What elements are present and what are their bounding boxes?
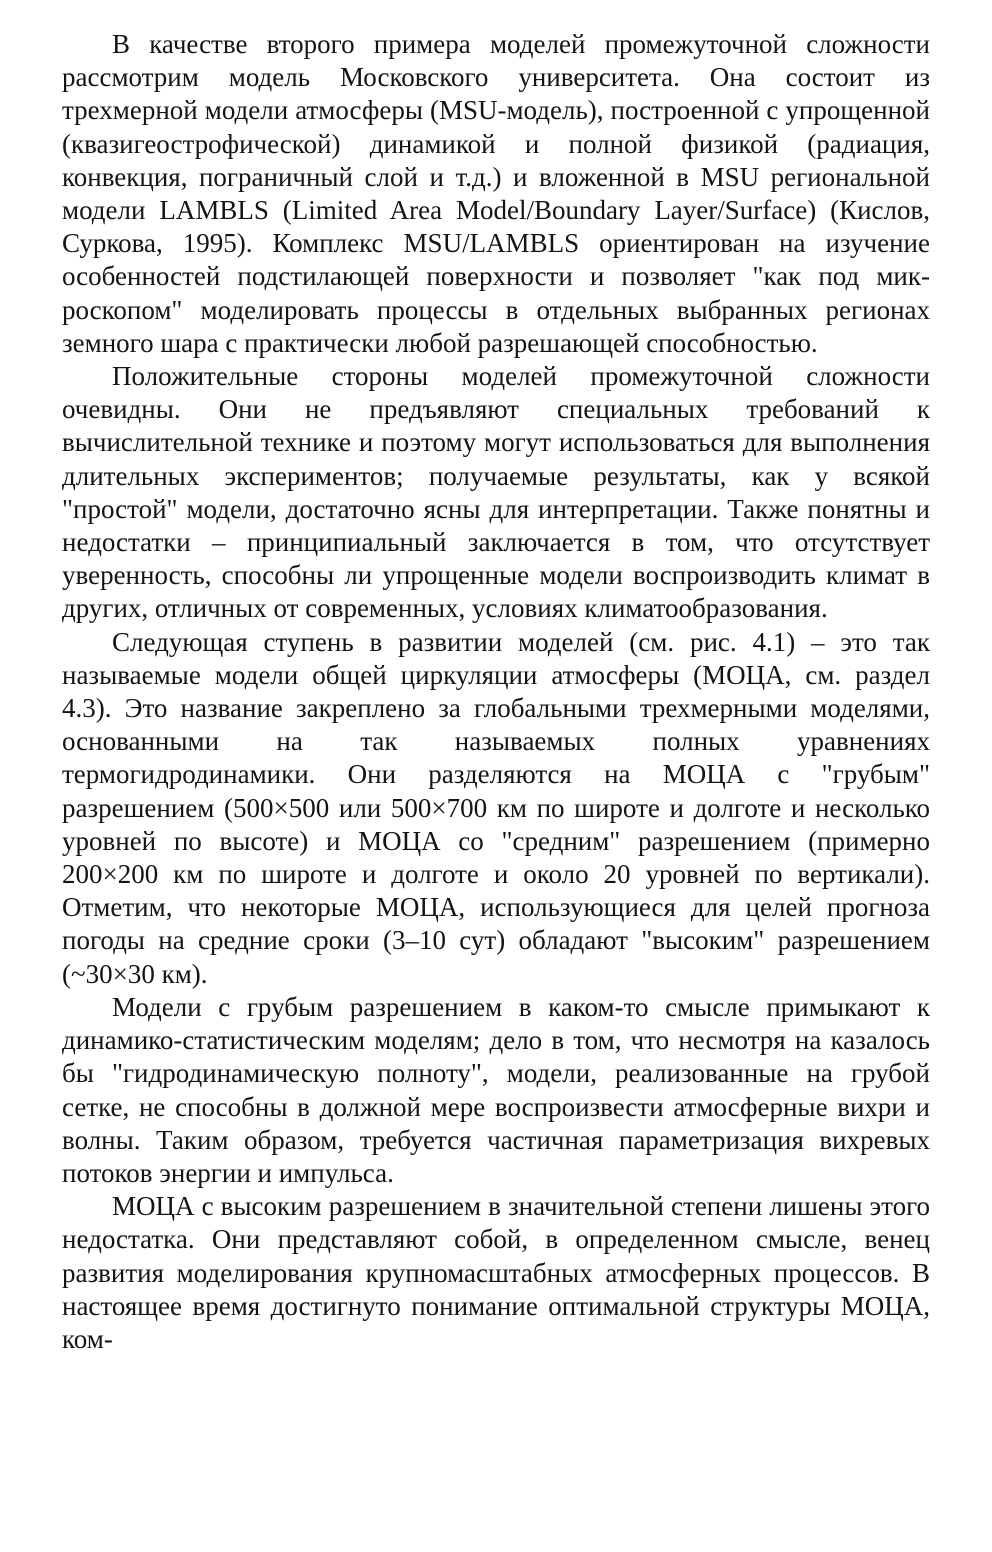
paragraph-4: Модели с грубым разрешением в каком-то смысле примыкают к динамико-статистическим моделям; дело в том, что несмотря на казалось бы "гидродинамическую полноту", модели, реализованные на грубой сетке, не способны в должной мере воспроизвести атмосферные вихри и волны. Таким образом, требуется частичная параметризация вихревых потоков энергии и импульса. [62,991,930,1188]
paragraph-5: МОЦА с высоким разрешением в значительной степени лишены этого недостатка. Они представляют собой, в определенном смысле, венец развития моделирования крупномасштабных атмосферных процессов. В настоящее время достигнуто понимание оптимальной структуры МОЦА, ком- [62,1191,930,1354]
paragraph-1: В качестве второго примера моделей промежуточной сложности рассмотрим модель Московского университета. Она состоит из трехмерной модели атмосферы (MSU-модель), построенной с упрощенной (квазигеострофической) динамикой и полной физикой (радиация, конвекция, пограничный слой и т.д.) и вложенной в MSU региональной модели LAMBLS (Limited Area Model/Boundary Layer/Surface) (Кислов, Суркова, 1995). Комплекс MSU/LAMBLS ориентирован на изучение особенностей подстилающей поверхности и позволяет "как под микроскопом" моделировать процессы в отдельных выбранных регионах земного шара с практически любой разрешающей способностью. [62,29,930,358]
page-text [62,28,930,1356]
paragraph-3: Следующая ступень в развитии моделей (см. рис. 4.1) – это так называемые модели общей циркуляции атмосферы (МОЦА, см. раздел 4.3). Это название закреплено за глобальными трехмерными моделями, основанными на так называемых полных уравнениях термогидродинамики. Они разделяются на МОЦА с "грубым" разрешением (500×500 или 500×700 км по широте и долготе и несколько уровней по высоте) и МОЦА со "средним" разрешением (примерно 200×200 км по широте и долготе и около 20 уровней по вертикали). Отметим, что некоторые МОЦА, использующиеся для целей прогноза погоды на средние сроки (3–10 сут) обладают "высоким" разрешением (~30×30 км). [62,626,930,989]
paragraph-2: Положительные стороны моделей промежуточной сложности очевидны. Они не предъявляют специальных требований к вычислительной технике и поэтому могут использоваться для выполнения длительных экспериментов; получаемые результаты, как у всякой "простой" модели, достаточно ясны для интерпретации. Также понятны и недостатки – принципиальный заключается в том, что отсутствует уверенность, способны ли упрощенные модели воспроизводить климат в других, отличных от современных, условиях климатообразования. [62,361,930,624]
